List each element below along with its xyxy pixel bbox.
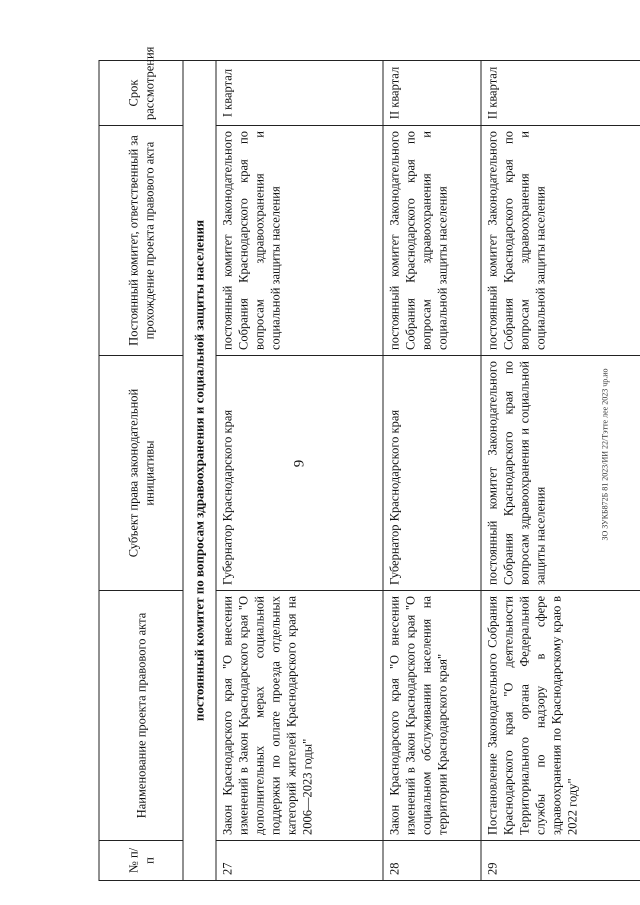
initiative-subject-cell: Губернатор Краснодарского края xyxy=(383,356,480,591)
review-period-cell: II квартал xyxy=(383,61,480,126)
table-header-row xyxy=(99,61,183,881)
row-number: 28 xyxy=(383,841,480,881)
legislation-plan-table xyxy=(99,46,640,881)
row-number: 27 xyxy=(216,841,384,881)
responsible-committee-cell: постоянный комитет Законодательного Собрания Краснодарского края по вопросам здравоохранения и социальной защиты населения xyxy=(216,126,384,356)
review-period-cell: I квартал xyxy=(216,61,384,126)
responsible-committee-cell: постоянный комитет Законодательного Собрания Краснодарского края по вопросам здравоохранения и социальной защиты населения xyxy=(383,126,480,356)
header-number: № п/п xyxy=(99,841,183,881)
document-footer-code: ЗО ЗУКБ872Б 81 2023/ИИ 22/Тэтте лее 2023 чр.ио xyxy=(600,368,610,541)
header-review-period: Срок рассмотрения xyxy=(99,61,183,126)
review-period-cell: II квартал xyxy=(481,61,640,126)
act-name-cell: Закон Краснодарского края "О внесении изменений в Закон Краснодарского края "О дополнительных мерах социальной поддержки по оплате проезда отдельных категорий жителей Краснодарского края на 2006—2023 годы" xyxy=(216,591,384,841)
header-act-name: Наименование проекта правового акта xyxy=(99,591,183,841)
header-responsible-committee: Постоянный комитет, ответственный за прохождение проекта правового акта xyxy=(99,126,183,356)
page-number: 9 xyxy=(291,459,308,468)
responsible-committee-cell: постоянный комитет Законодательного Собрания Краснодарского края по вопросам здравоохранения и социальной защиты населения xyxy=(481,126,640,356)
section-row xyxy=(183,61,215,881)
section-title: постоянный комитет по вопросам здравоохранения и социальной защиты населения xyxy=(183,61,215,881)
table-row xyxy=(216,61,384,881)
act-name-cell: Закон Краснодарского края "О внесении изменений в Закон Краснодарского края "О социальном обслуживании населения на территории Краснодарского края" xyxy=(383,591,480,841)
table-row xyxy=(481,61,640,881)
row-number: 29 xyxy=(481,841,640,881)
initiative-subject-cell: постоянный комитет Законодательного Собрания Краснодарского края по вопросам здравоохранения и социальной защиты населения xyxy=(481,356,640,591)
act-name-cell: Постановление Законодательного Собрания Краснодарского края "О деятельности Территориального органа Федеральной службы по надзору в сфере здравоохранения по Краснодарскому краю в 2022 году" xyxy=(481,591,640,841)
initiative-subject-cell: Губернатор Краснодарского края xyxy=(216,356,384,591)
header-initiative-subject: Субъект права законодательной инициативы xyxy=(99,356,183,591)
table-row xyxy=(383,61,480,881)
legislation-table-container xyxy=(99,46,640,881)
